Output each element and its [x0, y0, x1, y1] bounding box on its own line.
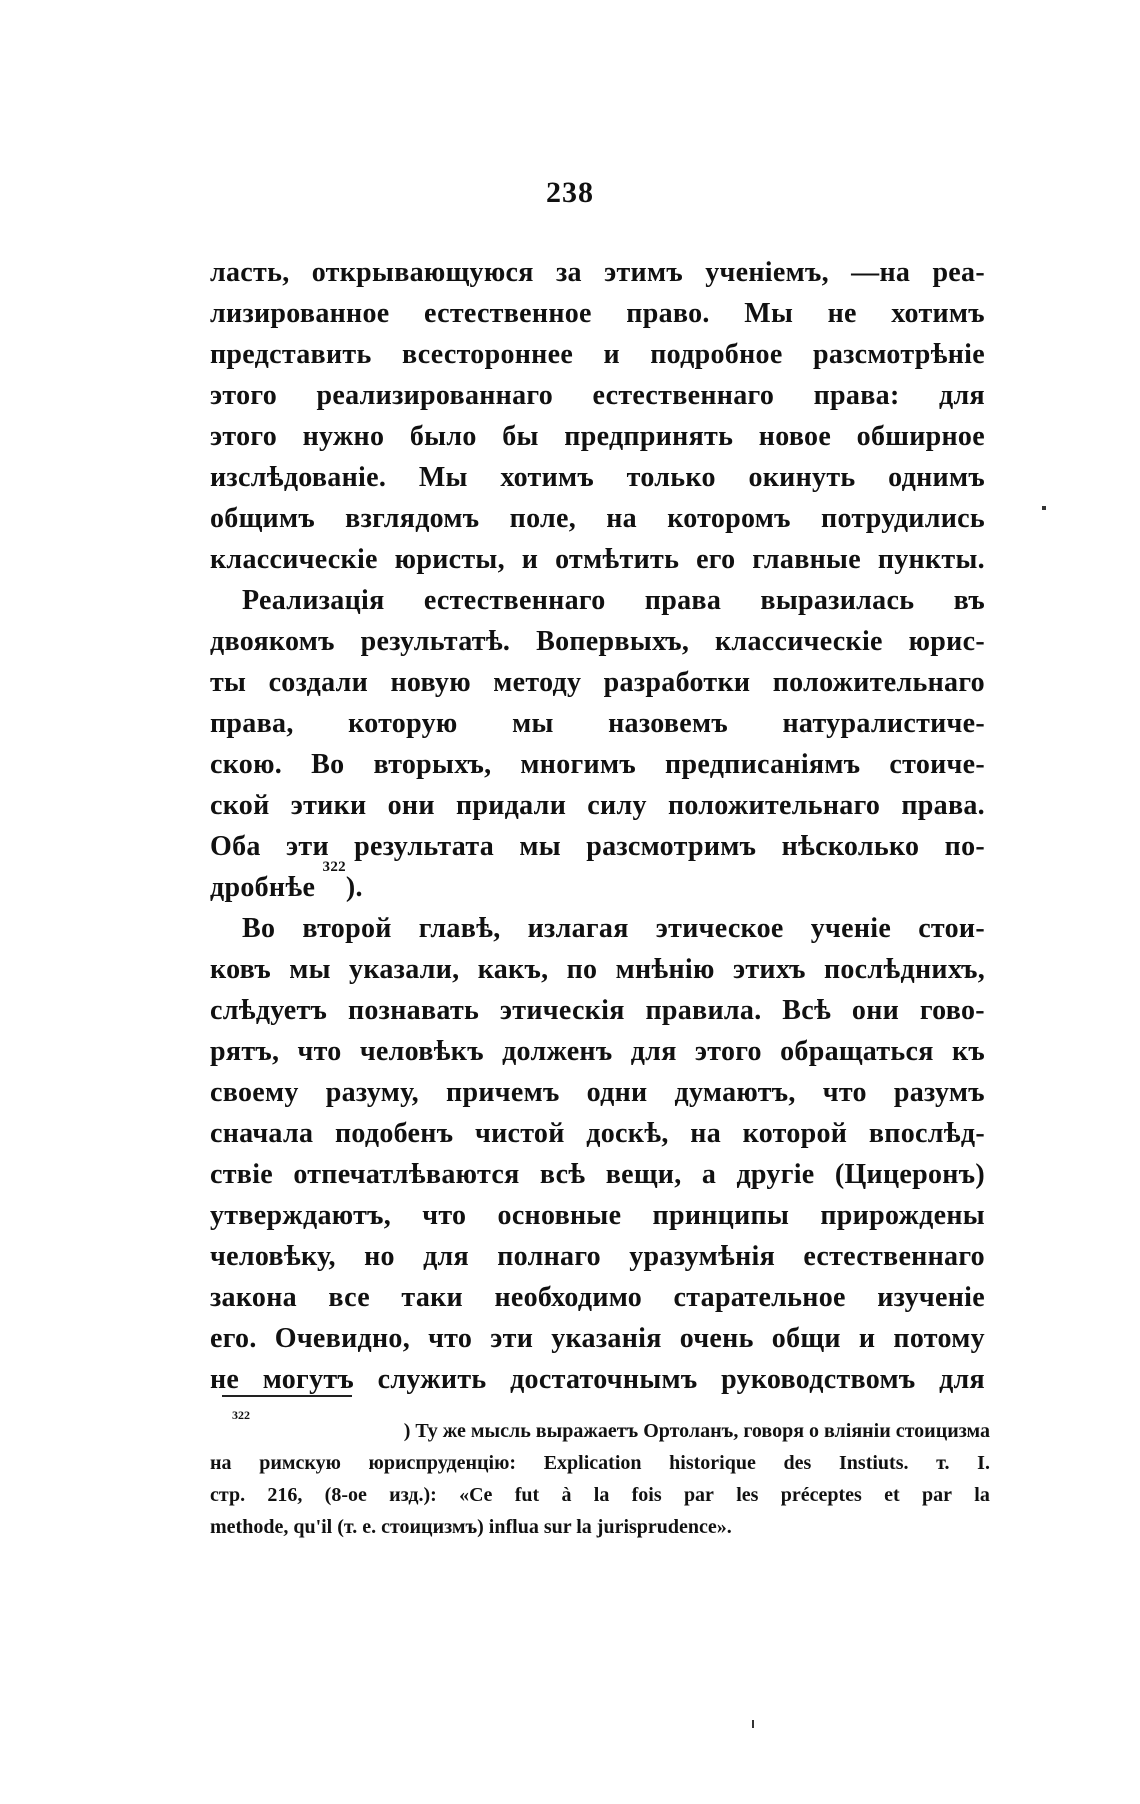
word: historique [669, 1452, 756, 1474]
word: мнѣнію [615, 954, 715, 985]
word: ты [210, 667, 247, 698]
word: подобенъ [334, 1118, 454, 1149]
word: таки [401, 1282, 463, 1313]
word: эти [285, 831, 329, 862]
word: второй [302, 913, 392, 944]
word: ученіемъ, [705, 257, 829, 288]
word: которой [742, 1118, 848, 1149]
word: разуму, [325, 1077, 419, 1108]
text-line-18 [210, 949, 985, 990]
word: они [387, 790, 435, 821]
text-line-3-content [210, 334, 985, 375]
word: отмѣтить [555, 544, 680, 575]
word: изслѣдованіе. [210, 462, 387, 493]
word: не [210, 1364, 240, 1395]
word: положительнаго [772, 667, 985, 698]
word: человѣкъ [359, 1036, 484, 1067]
word: естественное [424, 298, 592, 329]
word: классическіе [210, 544, 378, 575]
word: Instiuts. [839, 1452, 909, 1474]
word: потрудились [821, 503, 985, 534]
word: предписаніямъ [665, 749, 861, 780]
word: принципы [652, 1200, 790, 1231]
word: нужно [302, 421, 385, 452]
text-line-19 [210, 990, 985, 1031]
word: этимъ [604, 257, 683, 288]
word: разумъ [893, 1077, 985, 1108]
word: Во [311, 749, 345, 780]
word: достаточнымъ [510, 1364, 698, 1395]
word: и [858, 1323, 876, 1354]
word: однимъ [888, 462, 985, 493]
word: выразилась [760, 585, 915, 616]
footnote-line-2-content [210, 1447, 990, 1479]
footnote-line-2 [210, 1447, 990, 1479]
word: des [783, 1452, 812, 1474]
word: право. [626, 298, 710, 329]
word: къ [951, 1036, 985, 1067]
word: руководствомъ [721, 1364, 916, 1395]
footnote [210, 1408, 990, 1543]
word: мы [519, 831, 561, 862]
word: изученіе [877, 1282, 985, 1313]
word: подробное [650, 339, 783, 370]
word: своему [210, 1077, 299, 1108]
word: послѣднихъ, [823, 954, 985, 985]
word: и [521, 544, 539, 575]
text-line-8 [210, 539, 985, 580]
footnote-marker: 322 [232, 1408, 250, 1422]
word: естественнаго [592, 380, 775, 411]
word: этихъ [732, 954, 806, 985]
word: реализированнаго [316, 380, 554, 411]
footnote-line-4-content: methode, qu'il (т. е. стоицизмъ) influa sur la jurisprudence». [210, 1516, 732, 1538]
word: указали, [349, 954, 460, 985]
text-line-1 [210, 252, 985, 293]
word: впослѣд- [868, 1118, 985, 1149]
text-line-8-content [210, 539, 985, 580]
word: правила. [645, 995, 762, 1026]
text-line-12 [210, 703, 985, 744]
word: Очевидно, [274, 1323, 410, 1354]
word: могутъ [262, 1364, 355, 1395]
word: вещи, [605, 1159, 682, 1190]
text-line-22 [210, 1113, 985, 1154]
text-line-14-content [210, 785, 985, 826]
text-line-13 [210, 744, 985, 785]
word: юрис- [908, 626, 985, 657]
text-line-28-content [210, 1359, 985, 1400]
word: предпринять [564, 421, 734, 452]
word: слѣдуетъ [210, 995, 328, 1026]
text-line-9 [210, 580, 985, 621]
footnote-reference[interactable]: 322 [322, 859, 346, 875]
word: стр. [210, 1484, 246, 1506]
word: утверждаютъ, [210, 1200, 392, 1231]
word: Всѣ [782, 995, 832, 1026]
text-line-28 [210, 1359, 985, 1400]
word: лизированное [210, 298, 390, 329]
word: ласть, [210, 257, 290, 288]
word: этическое [655, 913, 784, 944]
word: чистой [474, 1118, 565, 1149]
footnote-line-1-text [232, 1408, 990, 1447]
word: римскую [259, 1452, 341, 1474]
word: для [630, 1036, 677, 1067]
word: обращаться [780, 1036, 934, 1067]
word: сначала [210, 1118, 314, 1149]
word: натуралистиче- [782, 708, 985, 739]
word: права: [813, 380, 900, 411]
word: поле, [509, 503, 577, 534]
text-line-20 [210, 1031, 985, 1072]
word: à [561, 1484, 572, 1506]
word: все [328, 1282, 370, 1313]
text-line-19-content [210, 990, 985, 1031]
word: долженъ [502, 1036, 613, 1067]
word: результатѣ. [360, 626, 511, 657]
word: стои- [918, 913, 985, 944]
footnote-line-3 [210, 1479, 990, 1511]
word: по [566, 954, 598, 985]
text-line-21 [210, 1072, 985, 1113]
word: —на [851, 257, 911, 288]
word: для [939, 380, 985, 411]
text-line-17-content [242, 908, 985, 949]
word: скою. [210, 749, 283, 780]
word: на [606, 503, 637, 534]
word: мы [512, 708, 554, 739]
word: этики [290, 790, 367, 821]
word: всестороннее [401, 339, 574, 370]
word: новую [390, 667, 471, 698]
word: права [644, 585, 722, 616]
word: придали [455, 790, 567, 821]
word: другіе [736, 1159, 815, 1190]
word: разработки [603, 667, 751, 698]
footnote-line-3-content [210, 1479, 990, 1511]
text-line-22-content [210, 1113, 985, 1154]
word: и [603, 339, 620, 370]
word: которую [348, 708, 458, 739]
footnote-line-4 [210, 1511, 990, 1543]
text-line-11 [210, 662, 985, 703]
word: взглядомъ [345, 503, 480, 534]
text-line-9-content [242, 580, 985, 621]
text-line-7 [210, 498, 985, 539]
word: юристы, [394, 544, 505, 575]
word: les [736, 1484, 759, 1506]
word: гово- [919, 995, 985, 1026]
word: его [696, 544, 736, 575]
footnote-line-1-content: ) Ту же мысль выражаетъ Ортоланъ, говоря о вліяніи стоицизма [403, 1420, 990, 1442]
word: этого [210, 380, 278, 411]
word: потому [893, 1323, 985, 1354]
word: этого [694, 1036, 762, 1067]
text-line-2 [210, 293, 985, 334]
word: этическія [499, 995, 625, 1026]
word: Мы [744, 298, 794, 329]
word: а [701, 1159, 717, 1190]
word: одни [586, 1077, 648, 1108]
word: по- [944, 831, 985, 862]
text-line-12-content [210, 703, 985, 744]
word: двоякомъ [210, 626, 335, 657]
text-line-2-content [210, 293, 985, 334]
word: мы [289, 954, 331, 985]
footnote-line-1 [210, 1408, 990, 1447]
word: этого [210, 421, 278, 452]
word: par [921, 1484, 952, 1506]
text-line-18-content [210, 949, 985, 990]
word: но [364, 1241, 395, 1272]
word: обширное [856, 421, 985, 452]
word: основные [497, 1200, 622, 1231]
text-line-5-content [210, 416, 985, 457]
word: всѣ [539, 1159, 586, 1190]
footnote-divider [222, 1395, 352, 1397]
word: только [626, 462, 716, 493]
word: вторыхъ, [373, 749, 492, 780]
word: ученіе [810, 913, 892, 944]
word: результата [354, 831, 495, 862]
word: служить [377, 1364, 487, 1395]
text-line-23-content [210, 1154, 985, 1195]
text-line-16 [210, 859, 985, 908]
word: назовемъ [608, 708, 728, 739]
word: «Ce [459, 1484, 493, 1506]
word: очень [679, 1323, 754, 1354]
word: старательное [673, 1282, 846, 1313]
word: нѣсколько [781, 831, 920, 862]
word: общимъ [210, 503, 315, 534]
main-text [210, 252, 985, 1400]
word: т. [936, 1452, 950, 1474]
word: préceptes [780, 1484, 862, 1506]
word: главные [752, 544, 861, 575]
text-line-26 [210, 1277, 985, 1318]
text-line-23 [210, 1154, 985, 1195]
text-line-6 [210, 457, 985, 498]
speck-mark-bottom [752, 1720, 754, 1728]
text-line-27 [210, 1318, 985, 1359]
word: ковъ [210, 954, 272, 985]
text-line-16-content: дробнѣе [210, 872, 316, 903]
word: было [409, 421, 477, 452]
word: не [827, 298, 857, 329]
word: его. [210, 1323, 257, 1354]
text-line-1-content [210, 252, 985, 293]
word: что [428, 1323, 473, 1354]
word: отпечатлѣваются [293, 1159, 520, 1190]
footnote-reference-close: ). [345, 872, 363, 903]
speck-mark [1042, 506, 1046, 510]
word: человѣку, [210, 1241, 336, 1272]
text-line-24-content [210, 1195, 985, 1236]
word: естественнаго [803, 1241, 985, 1272]
word: ствіе [210, 1159, 274, 1190]
text-line-6-content [210, 457, 985, 498]
word: par [683, 1484, 714, 1506]
word: познавать [347, 995, 480, 1026]
text-line-7-content [210, 498, 985, 539]
word: на [210, 1452, 232, 1474]
word: для [423, 1241, 469, 1272]
word: положительнаго [667, 790, 881, 821]
text-line-25-content [210, 1236, 985, 1277]
word: изд.): [389, 1484, 437, 1506]
word: рятъ, [210, 1036, 280, 1067]
word: бы [502, 421, 539, 452]
text-line-26-content [210, 1277, 985, 1318]
word: 216, [267, 1484, 303, 1506]
text-line-10 [210, 621, 985, 662]
word: la [593, 1484, 610, 1506]
word: хотимъ [500, 462, 595, 493]
word: уразумѣнія [629, 1241, 776, 1272]
word: какъ, [477, 954, 549, 985]
text-line-13-content [210, 744, 985, 785]
word: Мы [418, 462, 468, 493]
text-line-4 [210, 375, 985, 416]
word: причемъ [446, 1077, 560, 1108]
word: доскѣ, [586, 1118, 669, 1149]
text-line-20-content [210, 1031, 985, 1072]
word: необходимо [494, 1282, 643, 1313]
text-line-3 [210, 334, 985, 375]
word: классическіе [715, 626, 883, 657]
word: I. [977, 1452, 990, 1474]
word: (8-ое [324, 1484, 367, 1506]
word: что [422, 1200, 467, 1231]
text-line-17 [210, 908, 985, 949]
word: прирождены [820, 1200, 985, 1231]
text-line-24 [210, 1195, 985, 1236]
word: стоиче- [889, 749, 985, 780]
text-line-10-content [210, 621, 985, 662]
word: излагая [527, 913, 629, 944]
word: закона [210, 1282, 297, 1313]
word: открывающуюся [311, 257, 534, 288]
word: права, [210, 708, 294, 739]
text-line-5 [210, 416, 985, 457]
word: новое [758, 421, 832, 452]
text-line-21-content [210, 1072, 985, 1113]
word: что [297, 1036, 342, 1067]
word: (Цицеронъ) [834, 1159, 985, 1190]
text-line-14 [210, 785, 985, 826]
word: силу [587, 790, 647, 821]
word: многимъ [520, 749, 636, 780]
word: за [555, 257, 582, 288]
word: et [884, 1484, 900, 1506]
word: представить [210, 339, 372, 370]
word: la [974, 1484, 990, 1506]
word: хотимъ [891, 298, 985, 329]
word: создали [268, 667, 369, 698]
word: Оба [210, 831, 261, 862]
word: методу [493, 667, 582, 698]
word: Вопервыхъ, [536, 626, 690, 657]
word: Во [242, 913, 276, 944]
word: естественнаго [423, 585, 606, 616]
word: эти [490, 1323, 534, 1354]
word: ской [210, 790, 270, 821]
word: думаютъ, [674, 1077, 796, 1108]
word: Explication [543, 1452, 642, 1474]
word: они [851, 995, 900, 1026]
word: реа- [932, 257, 985, 288]
text-line-4-content [210, 375, 985, 416]
page-number: 238 [546, 176, 594, 209]
word: Реализація [242, 585, 385, 616]
word: полнаго [497, 1241, 601, 1272]
word: fois [631, 1484, 662, 1506]
word: окинуть [748, 462, 856, 493]
word: разсмотримъ [586, 831, 757, 862]
text-line-25 [210, 1236, 985, 1277]
text-line-11-content [210, 662, 985, 703]
word: главѣ, [418, 913, 501, 944]
word: которомъ [667, 503, 791, 534]
word: на [690, 1118, 721, 1149]
word: что [822, 1077, 867, 1108]
word: общи [771, 1323, 841, 1354]
word: права. [901, 790, 985, 821]
word: указанія [551, 1323, 662, 1354]
text-line-27-content [210, 1318, 985, 1359]
word: юриспруденцію: [368, 1452, 517, 1474]
word: пункты. [877, 544, 985, 575]
word: разсмотрѣніе [812, 339, 985, 370]
word: fut [514, 1484, 540, 1506]
word: въ [953, 585, 985, 616]
word: для [939, 1364, 985, 1395]
